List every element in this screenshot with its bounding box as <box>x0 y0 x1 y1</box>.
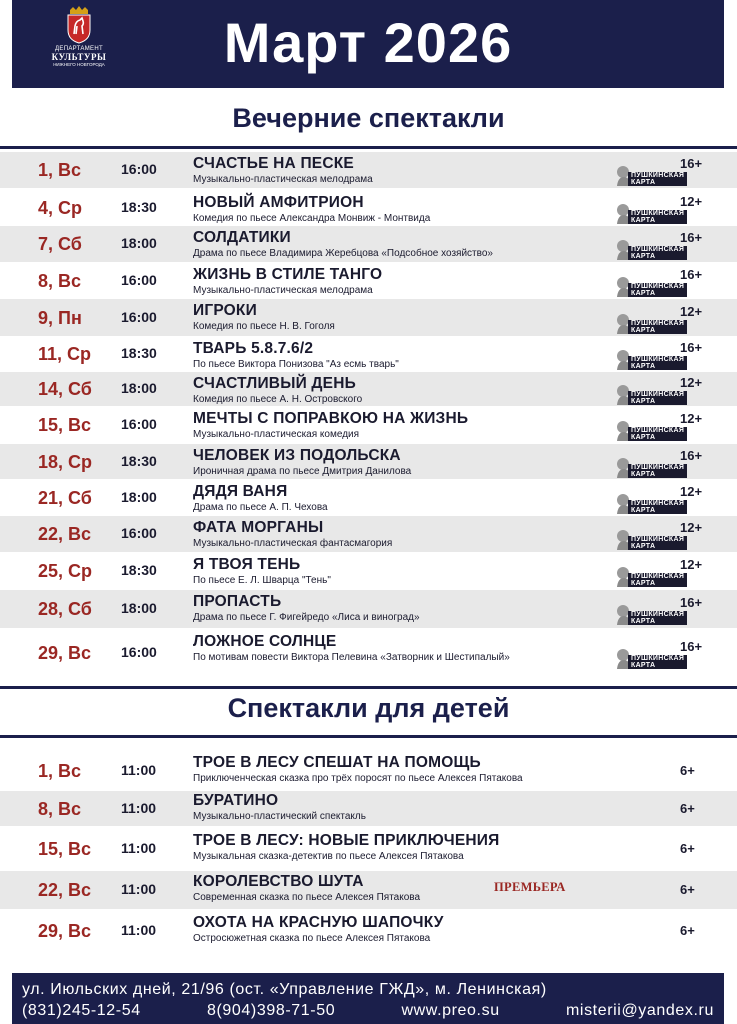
row-subtitle: По пьесе Виктора Понизова "Аз есмь тварь" <box>193 359 399 370</box>
row-subtitle: Музыкально-пластическая комедия <box>193 429 360 440</box>
kids-schedule-row <box>0 910 737 952</box>
pushkin-card-label: ПУШКИНСКАЯ КАРТА <box>628 320 687 334</box>
page-title: Март 2026 <box>223 11 513 74</box>
pushkin-card-badge <box>614 164 698 186</box>
age-rating: 12+ <box>680 194 703 209</box>
kids-bottom-divider <box>0 735 737 738</box>
row-time: 18:00 <box>121 235 157 251</box>
row-time: 16:00 <box>121 308 157 325</box>
kids-schedule-row <box>0 752 737 790</box>
row-title: СОЛДАТИКИ <box>193 229 291 246</box>
row-subtitle: Ироничная драма по пьесе Дмитрия Данилова <box>193 466 412 477</box>
pushkin-card-label: ПУШКИНСКАЯ КАРТА <box>628 427 687 441</box>
logo-text-line2: КУЛЬТУРЫ <box>51 52 107 62</box>
pushkin-card-badge <box>614 603 698 625</box>
pushkin-card-badge <box>614 202 698 224</box>
row-title: НОВЫЙ АМФИТРИОН <box>193 194 364 211</box>
kids-top-divider <box>0 686 737 689</box>
footer-address: ул. Июльских дней, 21/96 (ост. «Управление ГЖД», м. Ленинская) <box>22 981 547 998</box>
pushkin-card-label: ПУШКИНСКАЯ КАРТА <box>628 356 687 370</box>
row-date: 11, Ср <box>38 344 92 364</box>
row-date: 7, Сб <box>38 234 82 254</box>
schedule-row <box>0 263 737 298</box>
schedule-row <box>0 407 737 443</box>
age-rating: 16+ <box>680 638 703 654</box>
row-title: ТРОЕ В ЛЕСУ: НОВЫЕ ПРИКЛЮЧЕНИЯ <box>193 831 500 849</box>
row-time: 16:00 <box>121 271 157 288</box>
age-rating: 12+ <box>680 375 703 390</box>
pushkin-card-badge <box>614 383 698 405</box>
row-date: 8, Вс <box>38 798 82 819</box>
row-date: 14, Сб <box>38 379 92 399</box>
schedule-row <box>0 299 737 336</box>
age-rating: 16+ <box>680 595 703 610</box>
row-time: 11:00 <box>121 881 157 897</box>
schedule-row <box>0 516 737 552</box>
premiere-label: ПРЕМЬЕРА <box>494 880 566 894</box>
department-logo <box>42 6 116 84</box>
kids-schedule-row <box>0 827 737 870</box>
kids-schedule-row <box>0 871 737 909</box>
schedule-row <box>0 152 737 188</box>
row-time: 18:00 <box>121 488 157 505</box>
row-subtitle: Музыкально-пластическая мелодрама <box>193 174 373 185</box>
city-crest-icon <box>64 6 94 44</box>
row-time: 16:00 <box>121 161 157 177</box>
age-rating: 6+ <box>680 882 695 897</box>
row-subtitle: Музыкальная сказка-детектив по пьесе Алексея Пятакова <box>193 850 464 862</box>
pushkin-card-label: ПУШКИНСКАЯ КАРТА <box>628 391 687 405</box>
age-rating: 6+ <box>680 923 695 938</box>
row-time: 11:00 <box>121 839 157 856</box>
row-time: 18:00 <box>121 600 157 616</box>
schedule-row <box>0 337 737 371</box>
age-rating: 16+ <box>680 340 703 355</box>
pushkin-card-label: ПУШКИНСКАЯ КАРТА <box>628 500 687 514</box>
header-banner <box>12 0 724 88</box>
row-title: БУРАТИНО <box>193 791 279 809</box>
evening-top-divider <box>0 146 737 149</box>
pushkin-card-label: ПУШКИНСКАЯ КАРТА <box>628 210 687 224</box>
age-rating: 16+ <box>680 447 703 463</box>
row-subtitle: По пьесе Е. Л. Шварца "Тень" <box>193 575 331 586</box>
pushkin-card-badge <box>614 348 698 370</box>
row-title: ТРОЕ В ЛЕСУ СПЕШАТ НА ПОМОЩЬ <box>193 754 481 771</box>
age-rating: 16+ <box>680 266 703 282</box>
row-time: 18:00 <box>121 380 157 396</box>
row-date: 4, Ср <box>38 198 83 218</box>
schedule-row <box>0 553 737 589</box>
schedule-row <box>0 444 737 479</box>
row-subtitle: Музыкально-пластическая фантасмагория <box>193 538 393 549</box>
evening-heading: Вечерние спектакли <box>232 103 505 133</box>
schedule-row <box>0 191 737 225</box>
age-rating: 6+ <box>680 840 695 856</box>
row-subtitle: Современная сказка по пьесе Алексея Пятакова <box>193 892 421 903</box>
row-date: 18, Ср <box>38 451 93 472</box>
kids-schedule-row <box>0 791 737 826</box>
row-subtitle: По мотивам повести Виктора Пелевина «Затворник и Шестипалый» <box>193 652 510 663</box>
row-date: 1, Вс <box>38 160 82 180</box>
row-title: СЧАСТЬЕ НА ПЕСКЕ <box>193 155 354 172</box>
row-date: 22, Вс <box>38 524 92 544</box>
row-time: 18:30 <box>121 345 157 361</box>
schedule-row <box>0 590 737 628</box>
pushkin-card-badge <box>614 565 698 587</box>
row-title: МЕЧТЫ С ПОПРАВКОЮ НА ЖИЗНЬ <box>193 410 469 427</box>
pushkin-card-label: ПУШКИНСКАЯ КАРТА <box>628 283 687 297</box>
pushkin-card-badge <box>614 492 698 514</box>
age-rating: 12+ <box>680 557 703 572</box>
age-rating: 16+ <box>680 156 703 171</box>
row-title: ЖИЗНЬ В СТИЛЕ ТАНГО <box>193 266 383 283</box>
row-title: ЧЕЛОВЕК ИЗ ПОДОЛЬСКА <box>193 447 401 464</box>
row-title: ЛОЖНОЕ СОЛНЦЕ <box>193 633 337 650</box>
row-time: 18:30 <box>121 199 157 215</box>
pushkin-card-label: ПУШКИНСКАЯ КАРТА <box>628 464 687 478</box>
row-time: 16:00 <box>121 643 157 660</box>
row-subtitle: Драма по пьесе Владимира Жеребцова «Подсобное хозяйство» <box>193 248 493 259</box>
row-date: 21, Сб <box>38 487 92 508</box>
row-subtitle: Драма по пьесе А. П. Чехова <box>193 502 328 513</box>
age-rating: 12+ <box>680 483 703 499</box>
footer-email-link[interactable]: misterii@yandex.ru <box>566 1002 714 1019</box>
row-subtitle: Комедия по пьесе Александра Монвиж - Монтвида <box>193 213 431 224</box>
row-date: 9, Пн <box>38 307 82 328</box>
row-time: 11:00 <box>121 922 157 938</box>
pushkin-card-badge <box>614 456 698 478</box>
row-title: ОХОТА НА КРАСНУЮ ШАПОЧКУ <box>193 914 444 931</box>
row-subtitle: Комедия по пьесе А. Н. Островского <box>193 394 363 405</box>
row-date: 1, Вс <box>38 761 82 781</box>
pushkin-card-badge <box>614 419 698 441</box>
row-subtitle: Драма по пьесе Г. Фигейредо «Лиса и виноград» <box>193 612 420 623</box>
footer-contacts <box>12 973 724 1024</box>
pushkin-card-label: ПУШКИНСКАЯ КАРТА <box>628 246 687 260</box>
pushkin-card-label: ПУШКИНСКАЯ КАРТА <box>628 172 687 186</box>
row-date: 22, Вс <box>38 880 92 900</box>
pushkin-card-label: ПУШКИНСКАЯ КАРТА <box>628 655 687 669</box>
age-rating: 12+ <box>680 411 703 426</box>
row-date: 15, Вс <box>38 838 92 859</box>
age-rating: 6+ <box>680 763 695 778</box>
row-date: 29, Вс <box>38 642 92 663</box>
row-time: 16:00 <box>121 525 157 541</box>
pushkin-card-label: ПУШКИНСКАЯ КАРТА <box>628 536 687 550</box>
pushkin-card-label: ПУШКИНСКАЯ КАРТА <box>628 611 687 625</box>
row-subtitle: Остросюжетная сказка по пьесе Алексея Пятакова <box>193 933 431 944</box>
logo-text-line1: ДЕПАРТАМЕНТ <box>55 46 103 52</box>
schedule-row <box>0 630 737 675</box>
row-date: 28, Сб <box>38 599 92 619</box>
pushkin-card-badge <box>614 312 698 334</box>
row-time: 11:00 <box>121 799 157 816</box>
pushkin-card-label: ПУШКИНСКАЯ КАРТА <box>628 573 687 587</box>
logo-text-line3: НИЖНЕГО НОВГОРОДА <box>53 62 105 67</box>
row-title: ТВАРЬ 5.8.7.6/2 <box>193 340 314 357</box>
row-time: 16:00 <box>121 416 157 432</box>
row-time: 18:30 <box>121 562 157 578</box>
age-rating: 16+ <box>680 230 703 245</box>
footer-website-link[interactable]: www.preo.su <box>401 1002 500 1019</box>
row-date: 15, Вс <box>38 415 92 435</box>
row-title: КОРОЛЕВСТВО ШУТА <box>193 873 364 890</box>
footer-contact-line <box>22 1002 714 1020</box>
row-title: ДЯДЯ ВАНЯ <box>193 483 288 500</box>
row-date: 8, Вс <box>38 270 82 291</box>
footer-phone-1[interactable]: (831)245-12-54 <box>22 1002 141 1019</box>
age-rating: 6+ <box>680 800 695 816</box>
pushkin-card-badge <box>614 647 698 669</box>
pushkin-card-badge <box>614 275 698 297</box>
row-subtitle: Музыкально-пластический спектакль <box>193 810 366 822</box>
age-rating: 12+ <box>680 303 703 319</box>
pushkin-card-badge <box>614 238 698 260</box>
row-date: 25, Ср <box>38 561 93 581</box>
schedule-row <box>0 226 737 262</box>
row-subtitle: Музыкально-пластическая мелодрама <box>193 285 373 296</box>
footer-phone-2[interactable]: 8(904)398-71-50 <box>207 1002 336 1019</box>
kids-heading: Спектакли для детей <box>227 693 510 723</box>
row-title: СЧАСТЛИВЫЙ ДЕНЬ <box>193 375 356 392</box>
row-subtitle: Комедия по пьесе Н. В. Гоголя <box>193 321 335 332</box>
row-title: ФАТА МОРГАНЫ <box>193 519 324 536</box>
age-rating: 12+ <box>680 520 703 535</box>
row-time: 11:00 <box>121 762 157 778</box>
row-title: Я ТВОЯ ТЕНЬ <box>193 556 301 573</box>
row-time: 18:30 <box>121 452 157 469</box>
schedule-row <box>0 372 737 406</box>
row-title: ИГРОКИ <box>193 302 257 319</box>
schedule-row <box>0 480 737 515</box>
row-subtitle: Приключенческая сказка про трёх поросят по пьесе Алексея Пятакова <box>193 773 523 784</box>
pushkin-card-badge <box>614 528 698 550</box>
row-date: 29, Вс <box>38 921 92 941</box>
row-title: ПРОПАСТЬ <box>193 593 282 610</box>
